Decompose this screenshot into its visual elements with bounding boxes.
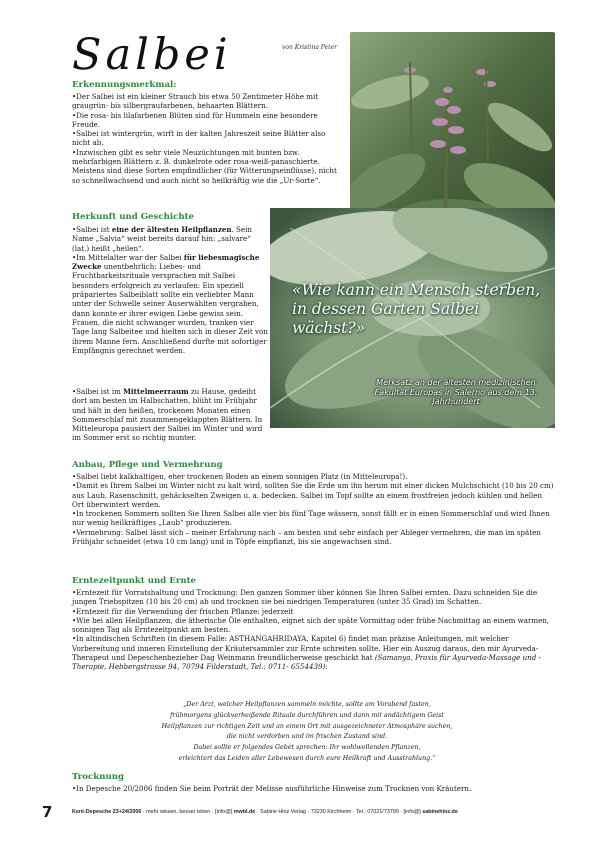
ernte-para: •Erntezeit für die Verwendung der frischen Pflanze: jederzeit — [72, 606, 294, 616]
anbau-para: •Salbei liebt kalkhaltigen, eher trockenen Boden an einem sonnigen Platz (in Mitteleuropa!). — [72, 472, 408, 481]
heading-ernte: Erntezeitpunkt und Ernte — [72, 576, 197, 586]
trocknung-para: •In Depesche 20/2006 finden Sie beim Porträt der Melisse ausführliche Hinweise zum Trocknen von Kräutern. — [72, 784, 472, 793]
ernte-para: •Erntezeit für Vorratshaltung und Trocknung: Den ganzen Sommer über können Sie Ihren Salbei ernten. Dazu schneiden Sie die jungen Triebspitzen (10 bis 20 cm) ab und trocknen sie bei niedrigen Temperaturen (unter 35 Grad) im Schatten. — [72, 588, 538, 607]
poem-line: „Der Arzt, welcher Heilpflanzen sammeln möchte, sollte am Vorabend fasten, — [183, 701, 431, 708]
ernte-para: •Wie bei allen Heilpflanzen, die ätherische Öle enthalten, eignet sich der späte Vormittag oder frühe Nachmittag an einem warmen, sonnigen Tag als Erntezeitpunkt am besten. — [72, 615, 550, 635]
sabinehinz-link[interactable]: sabinehinz.de — [422, 809, 458, 815]
poem-line: frühmorgens glückverheißende Rituale durchführen und dann mit andächtigem Geist — [170, 711, 444, 719]
poem-line: erleichtert das Leiden aller Lebewesen durch eure Heilkraft und Ausstrahlung.“ — [178, 754, 436, 762]
herb-gathering-poem — [92, 700, 522, 765]
herkunft-para-3: •Salbei ist im Mittelmeerraum zu Hause, gedeiht dort am besten im Halbschatten, blüht im Frühjahr und hält in den heißen, trockenen Monaten einen Sommerschlaf mit zusammengeklappten Blättern. In Mitteleuropa pausiert der Salbei im Winter und wird im Sommer erst so richtig munter. — [72, 387, 263, 443]
erkennung-para: •Die rosa- bis lilafarbenen Blüten sind für Hummeln eine besondere Freude. — [72, 110, 318, 129]
anbau-para: •Damit es Ihrem Salbei im Winter nicht zu kalt wird, sollten Sie die Erde um ihn herum mit einer dicken Mulchschicht (10 bis 20 cm) aus Laub, Rasenschnitt, gehäckselten Zweigen u. a. bedecken. Salbei im Topf sollte an einem frostfreien jedoch kühlen und hellen Ort überwintert werden. — [72, 481, 554, 509]
ernte-body — [72, 588, 554, 672]
herkunft-body-narrow-2 — [72, 387, 268, 443]
heading-anbau: Anbau, Pflege und Vermehrung — [72, 460, 223, 470]
salerno-quote: «Wie kann ein Mensch sterben, in dessen Garten Salbei wächst?» — [292, 281, 541, 337]
poem-line: Heilpflanzen zur richtigen Zeit und an einem Ort mit ausgezeichneter Atmosphäre suchen, — [161, 722, 453, 730]
heading-trocknung: Trocknung — [72, 772, 124, 782]
erkennung-para: •Der Salbei ist ein kleiner Strauch bis etwa 50 Zentimeter Höhe mit graugrün- bis silbergraufarbenen, behaarten Blättern. — [72, 92, 319, 111]
erkennung-para: •Salbei ist wintergrün, wirft in der kalten Jahreszeit seine Blätter also nicht ab. — [72, 129, 326, 148]
author-byline: von Kristina Peter — [282, 44, 337, 51]
trocknung-body — [72, 784, 554, 793]
page-title: Salbei — [72, 30, 232, 80]
herkunft-body-narrow — [72, 225, 268, 355]
poem-line: die nicht verdorben und im frischen Zustand sind. — [226, 733, 388, 741]
photo2-caption: Merksatz an der ältesten medizinischen Fakultät Europas in Salerno aus dem 13. Jahrhundert — [374, 378, 538, 406]
anbau-body — [72, 472, 554, 546]
erkennung-para: •Inzwischen gibt es sehr viele Neuzüchtungen mit bunten bzw. mehrfarbigen Blättern z. B. dunkelrote oder rosa-weiß-panaschierte. Meistens sind diese Sorten empfindlicher (für Witterungseinflüsse), nicht so schnellwachsend und auch nicht so heilkräftig wie die „Ur-Sorte“. — [72, 147, 337, 185]
herkunft-para-2: •Im Mittelalter war der Salbei für liebesmagische Zwecke unentbehrlich: Liebes- und Fruchtbarkeitsrituale versprachen mit Salbei besonders erfolgreich zu verlaufen: Ein speziell präpariertes Salbeiblatt sollte ein verliebter Mann unter der Schwelle seiner Auserwählten vergraben, dann konnte er ihrer ewigen Liebe gewiss sein. Frauen, die nicht schwanger wurden, tranken vier Tage lang Salbeitee und hielten sich in dieser Zeit von ihrem Manne fern. Anschließend durfte mit sofortiger Empfängnis gerechnet werden. — [72, 252, 268, 355]
ernte-para-ayurveda: •In altindischen Schriften (in diesem Falle: ASTHANGAHRIDAYA, Kapitel 6) findet man präzise Anleitungen, mit welcher Vorbereitung und inneren Einstellung der Kräutersammler zur Ernte schreiten sollte. Hier ein Auszug daraus, den mir Ayurveda-Therapeut und Depeschenbezieher Dag Weinmann freundlicherweise geschickt hat (Samanya, Praxis für Ayurveda-Massage und -Therapie, Hebbergstrasse 94, 70794 Filderstadt, Tel.: 0711- 6554439): — [72, 634, 541, 672]
page-number: 7 — [42, 803, 53, 821]
erkennung-body — [72, 92, 344, 185]
heading-herkunft: Herkunft und Geschichte — [72, 212, 195, 222]
anbau-para: •Vermehrung: Salbei lässt sich – meiner Erfahrung nach – am besten und sehr einfach per Ableger vermehren, die man im späten Frühjahr schneidet (etwa 10 cm lang) und in Töpfe einpflanzt, bis sie angewachsen sind. — [72, 527, 541, 547]
footer-line: Kent-Depesche 23+24/2006 · mehr wissen, besser leben · [info@] mwbl.de · Sabine Hinz Verlag · 73230 Kirchheim · Tel.: 07021/73790 · [info@] sabinehinz.de — [72, 809, 458, 815]
poem-line: Dabei sollte er folgendes Gebet sprechen: Ihr wohlwollenden Pflanzen, — [193, 744, 421, 752]
anbau-para: •In trockenen Sommern sollten Sie Ihren Salbei alle vier bis fünf Tage wässern, sonst fällt er in einen Sommerschlaf und wird Ihnen nur wenig heilkräftiges „Laub“ produzieren. — [72, 509, 550, 528]
mwbl-link[interactable]: mwbl.de — [233, 809, 256, 815]
heading-erkennungsmerkmal: Erkennungsmerkmal: — [72, 80, 177, 90]
page-footer — [42, 802, 557, 822]
herkunft-para-1: •Salbei ist eine der ältesten Heilpflanzen. Sein Name „Salvia“ weist bereits darauf hin: „salvare“ (lat.) heißt „heilen“. — [72, 225, 252, 253]
